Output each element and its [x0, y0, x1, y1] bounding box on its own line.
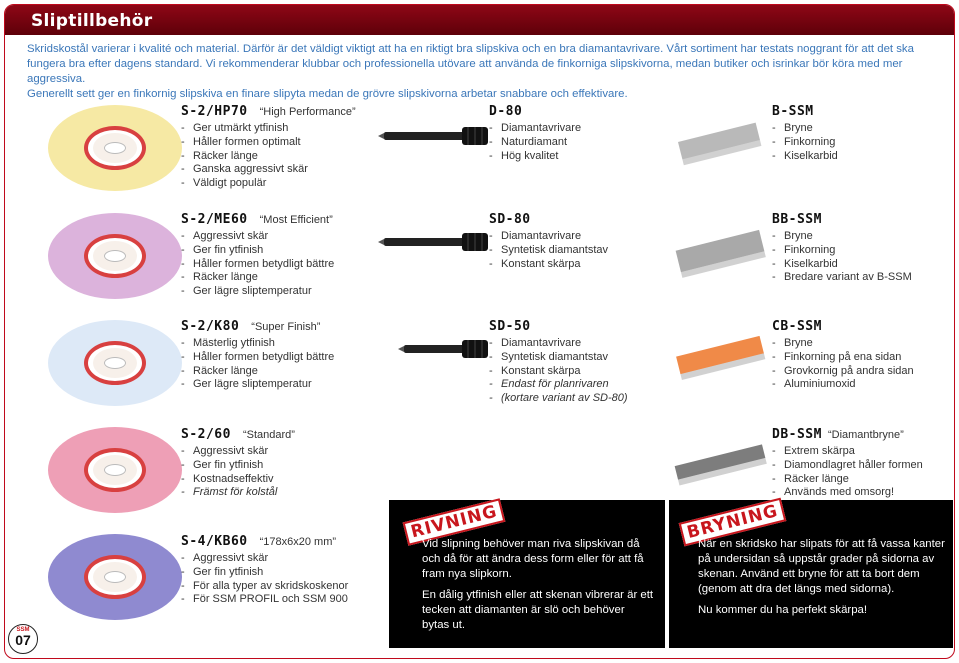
product-subtitle: “High Performance”: [259, 106, 356, 118]
feature-item: - Aluminiumoxid: [772, 378, 914, 392]
header-bar: [5, 5, 954, 35]
feature-item: - Diamondlagret håller formen: [772, 459, 923, 473]
feature-item: - Bryne: [772, 230, 912, 244]
feature-item: - Konstant skärpa: [489, 365, 628, 379]
feature-list: [181, 552, 348, 607]
feature-item: - Räcker länge: [181, 365, 334, 379]
product-cb-ssm: [772, 319, 914, 392]
feature-item: - Ger lägre sliptemperatur: [181, 378, 334, 392]
bryning-stamp: BRYNING: [679, 498, 787, 547]
bryning-text: [698, 537, 948, 618]
feature-item: - Kiselkarbid: [772, 150, 838, 164]
feature-item: - Kiselkarbid: [772, 258, 912, 272]
feature-item: - Mästerlig ytfinish: [181, 337, 334, 351]
product-sd80: [489, 212, 608, 271]
product-code: S-4/KB60: [181, 534, 248, 549]
feature-item: - Diamantavrivare: [489, 337, 628, 351]
feature-item: - Ger fin ytfinish: [181, 459, 295, 473]
feature-item: - Håller formen betydligt bättre: [181, 351, 334, 365]
feature-item: - Bryne: [772, 122, 838, 136]
product-code: S-2/HP70: [181, 104, 248, 119]
rivning-paragraph: En dålig ytfinish eller att skenan vibrerar är ett tecken att diamanten är slö och behöver bytas ut.: [422, 589, 654, 631]
product-subtitle: “Super Finish”: [251, 321, 321, 333]
feature-list: [772, 445, 923, 500]
product-d80: [489, 104, 581, 163]
product-code: DB-SSM: [772, 427, 822, 442]
product-bb-ssm: [772, 212, 912, 285]
brand-label: SSM: [16, 627, 30, 633]
feature-item: - Bredare variant av B-SSM: [772, 271, 912, 285]
diamond-dresser-sd80-image: [378, 230, 490, 254]
feature-item: - Håller formen optimalt: [181, 136, 356, 150]
product-s2-k80: [181, 319, 334, 392]
feature-item: - Håller formen betydligt bättre: [181, 258, 334, 272]
feature-item: - Naturdiamant: [489, 136, 581, 150]
rivning-stamp: RIVNING: [403, 498, 506, 546]
product-code: B-SSM: [772, 104, 814, 119]
intro-text: [27, 42, 939, 102]
product-s4-kb60: [181, 534, 348, 607]
product-code: S-2/K80: [181, 319, 240, 334]
feature-item: - För alla typer av skridskoskenor: [181, 580, 348, 594]
feature-list: [489, 122, 581, 163]
product-code: S-2/ME60: [181, 212, 248, 227]
feature-item: - Räcker länge: [772, 473, 923, 487]
grinding-wheel-60-image: [48, 427, 182, 513]
feature-item: - Endast för planrivaren: [489, 378, 628, 392]
feature-item: - Hög kvalitet: [489, 150, 581, 164]
page-number: 07: [15, 632, 31, 648]
feature-item: - Diamantavrivare: [489, 122, 581, 136]
product-code: CB-SSM: [772, 319, 822, 334]
feature-list: [181, 445, 295, 500]
intro-paragraph-2: Generellt sett ger en finkornig slipskiva en finare slipyta medan de grövre slipskivorna arbetar snabbare och effektivare.: [27, 88, 628, 100]
feature-item: - Extrem skärpa: [772, 445, 923, 459]
feature-list: [489, 230, 608, 271]
feature-item: - Räcker länge: [181, 271, 334, 285]
feature-list: [181, 230, 334, 299]
product-s2-60: [181, 427, 295, 500]
feature-item: - Syntetisk diamantstav: [489, 351, 628, 365]
feature-item: - Finkorning på ena sidan: [772, 351, 914, 365]
feature-item: - Kostnadseffektiv: [181, 473, 295, 487]
feature-list: [772, 230, 912, 285]
feature-item: - Aggressivt skär: [181, 230, 334, 244]
feature-item: - Finkorning: [772, 136, 838, 150]
feature-item: - Ger fin ytfinish: [181, 244, 334, 258]
feature-item: - Syntetisk diamantstav: [489, 244, 608, 258]
feature-item: - Ger fin ytfinish: [181, 566, 348, 580]
feature-list: [181, 337, 334, 392]
feature-item: - Ger lägre sliptemperatur: [181, 285, 334, 299]
product-subtitle: “Most Efficient”: [259, 214, 333, 226]
product-db-ssm: [772, 427, 923, 500]
feature-item: - Bryne: [772, 337, 914, 351]
diamond-dresser-d80-image: [378, 124, 490, 148]
product-subtitle: “Standard”: [242, 429, 295, 441]
page-title: Sliptillbehör: [31, 11, 153, 31]
grinding-wheel-me60-image: [48, 213, 182, 299]
feature-item: - Grovkornig på andra sidan: [772, 365, 914, 379]
product-code: D-80: [489, 104, 523, 119]
feature-item: - Diamantavrivare: [489, 230, 608, 244]
feature-item: - Främst för kolstål: [181, 486, 295, 500]
bryning-paragraph: Nu kommer du ha perfekt skärpa!: [698, 604, 868, 616]
rivning-paragraph: Vid slipning behöver man riva slipskivan då och då för att ändra dess form eller för att få fram nya slipkorn.: [422, 538, 644, 580]
product-s2-me60: [181, 212, 334, 299]
feature-item: - Konstant skärpa: [489, 258, 608, 272]
product-code: SD-80: [489, 212, 531, 227]
rivning-text: [422, 537, 654, 633]
product-sd50: [489, 319, 628, 406]
feature-item: - Aggressivt skär: [181, 552, 348, 566]
diamond-dresser-sd50-image: [398, 337, 490, 361]
intro-paragraph-1: Skridskostål varierar i kvalité och material. Därför är det väldigt viktigt att ha en riktigt bra slipskiva och en bra diamantavrivare. Vårt sortiment har testats noggrant för att det ska fungera bra efter dagens standard. Vi rekommenderar klubbar och professionella utövare att använda de finkorniga slipskivorna, medan butiker och isrinkar bör köra med mer aggressiva.: [27, 43, 914, 85]
feature-item: - Väldigt populär: [181, 177, 356, 191]
feature-item: - Ganska aggressivt skär: [181, 163, 356, 177]
feature-list: [489, 337, 628, 406]
product-code: S-2/60: [181, 427, 231, 442]
feature-item: - (kortare variant av SD-80): [489, 392, 628, 406]
grinding-wheel-k80-image: [48, 320, 182, 406]
feature-list: [772, 337, 914, 392]
page-number-badge: [8, 624, 38, 654]
feature-list: [181, 122, 356, 191]
product-subtitle: “178x6x20 mm”: [259, 536, 337, 548]
feature-list: [772, 122, 838, 163]
product-subtitle: “Diamantbryne”: [827, 429, 904, 441]
grinding-wheel-hp70-image: [48, 105, 182, 191]
product-b-ssm: [772, 104, 838, 163]
feature-item: - Aggressivt skär: [181, 445, 295, 459]
feature-item: - Ger utmärkt ytfinish: [181, 122, 356, 136]
product-code: SD-50: [489, 319, 531, 334]
feature-item: - För SSM PROFIL och SSM 900: [181, 593, 348, 607]
product-code: BB-SSM: [772, 212, 822, 227]
feature-item: - Finkorning: [772, 244, 912, 258]
grinding-wheel-kb60-image: [48, 534, 182, 620]
bryning-paragraph: När en skridsko har slipats för att få vassa kanter på undersidan så uppstår grader på sidorna av skenan. Använd ett bryne för att ta bort dem (genom att dra det längs med sidorna).: [698, 538, 945, 595]
feature-item: - Används med omsorg!: [772, 486, 923, 500]
product-s2-hp70: [181, 104, 356, 191]
feature-item: - Räcker länge: [181, 150, 356, 164]
